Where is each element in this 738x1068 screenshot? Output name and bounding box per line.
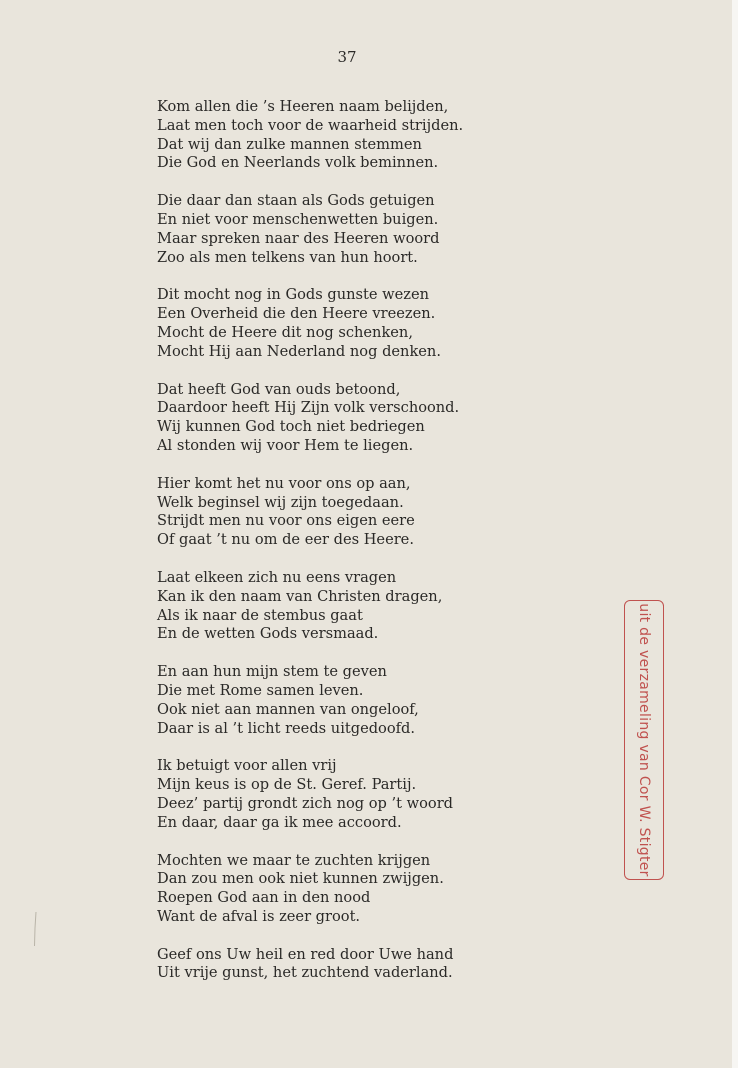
- stanza: [157, 757, 557, 832]
- poem-line: Daardoor heeft Hij Zijn volk verschoond.: [157, 399, 460, 417]
- poem-line: Of gaat ’t nu om de eer des Heere.: [157, 531, 414, 549]
- stanza: [157, 569, 557, 644]
- stanza: [157, 663, 557, 738]
- poem-line: En de wetten Gods versmaad.: [157, 625, 379, 643]
- page-number: 37: [337, 48, 357, 66]
- collection-stamp: [624, 600, 664, 880]
- poem-line: Kan ik den naam van Christen dragen,: [157, 587, 443, 605]
- poem-line: Strijdt men nu voor ons eigen eere: [157, 512, 415, 530]
- poem-line: En aan hun mijn stem te geven: [157, 663, 387, 681]
- poem-line: Deez’ partij grondt zich nog op ’t woord: [157, 794, 454, 812]
- poem-line: Mochten we maar te zuchten krijgen: [157, 851, 431, 869]
- poem-line: Als ik naar de stembus gaat: [157, 606, 363, 624]
- poem: [157, 98, 557, 1002]
- poem-line: Die God en Neerlands volk beminnen.: [157, 154, 439, 172]
- stanza: [157, 946, 557, 984]
- stanza: [157, 286, 557, 361]
- stanza: [157, 381, 557, 456]
- poem-line: Ik betuigt voor allen vrij: [157, 757, 337, 775]
- poem-line: Dat heeft God van ouds betoond,: [157, 380, 401, 398]
- poem-line: Mocht de Heere dit nog schenken,: [157, 323, 413, 341]
- poem-line: Mocht Hij aan Nederland nog denken.: [157, 342, 441, 360]
- poem-line: Uit vrije gunst, het zuchtend vaderland.: [157, 964, 453, 982]
- poem-line: Die met Rome samen leven.: [157, 681, 364, 699]
- poem-line: Mijn keus is op de St. Geref. Partij.: [157, 776, 417, 794]
- poem-line: Welk beginsel wij zijn toegedaan.: [157, 493, 404, 511]
- poem-line: Al stonden wij voor Hem te liegen.: [157, 436, 414, 454]
- poem-line: En niet voor menschenwetten buigen.: [157, 210, 439, 228]
- stanza: [157, 192, 557, 267]
- poem-line: Een Overheid die den Heere vreezen.: [157, 305, 436, 323]
- poem-line: Ook niet aan mannen van ongeloof,: [157, 700, 419, 718]
- poem-line: Daar is al ’t licht reeds uitgedoofd.: [157, 719, 415, 737]
- stanza: [157, 852, 557, 927]
- poem-line: Wij kunnen God toch niet bedriegen: [157, 418, 425, 436]
- poem-line: Kom allen die ’s Heeren naam belijden,: [157, 98, 449, 115]
- stanza: [157, 98, 557, 173]
- poem-line: Geef ons Uw heil en red door Uwe hand: [157, 945, 454, 963]
- poem-line: Dan zou men ook niet kunnen zwijgen.: [157, 870, 444, 888]
- poem-line: Laat elkeen zich nu eens vragen: [157, 568, 397, 586]
- poem-line: En daar, daar ga ik mee accoord.: [157, 813, 402, 831]
- stanza: [157, 475, 557, 550]
- collection-stamp-text: uit de verzameling van Cor W. Stigter: [636, 603, 652, 877]
- poem-line: Dit mocht nog in Gods gunste wezen: [157, 286, 429, 304]
- poem-line: Die daar dan staan als Gods getuigen: [157, 192, 435, 210]
- poem-line: Laat men toch voor de waarheid strijden.: [157, 116, 464, 134]
- poem-line: Zoo als men telkens van hun hoort.: [157, 248, 418, 266]
- pencil-mark-icon: [34, 912, 37, 946]
- poem-line: Want de afval is zeer groot.: [157, 907, 361, 925]
- poem-line: Maar spreken naar des Heeren woord: [157, 229, 440, 247]
- poem-line: Dat wij dan zulke mannen stemmen: [157, 135, 422, 153]
- poem-line: Roepen God aan in den nood: [157, 889, 371, 907]
- poem-line: Hier komt het nu voor ons op aan,: [157, 474, 411, 492]
